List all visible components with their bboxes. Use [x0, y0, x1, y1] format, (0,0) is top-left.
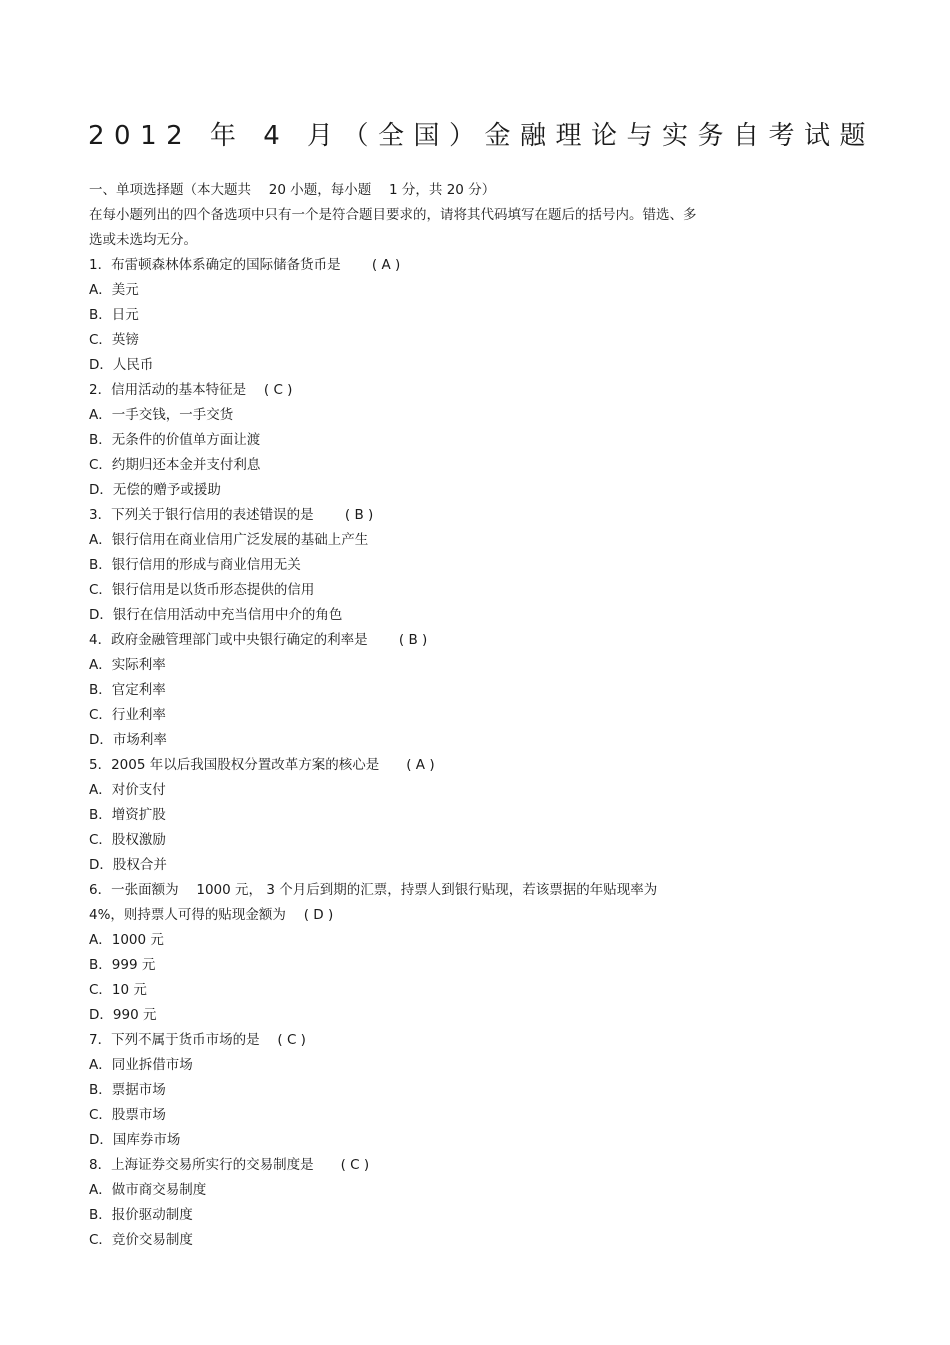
answer-option: B．日元 [89, 307, 139, 323]
question-stem: 4．政府金融管理部门或中央银行确定的利率是 ( B ) [89, 632, 428, 648]
question-stem: 3．下列关于银行信用的表述错误的是 ( B ) [89, 507, 374, 523]
question-stem: 8．上海证券交易所实行的交易制度是 ( C ) [89, 1157, 370, 1173]
question-item [89, 1028, 849, 1153]
question-stem: 4%，则持票人可得的贴现金额为 ( D ) [89, 907, 334, 923]
answer-option: A．实际利率 [89, 657, 166, 673]
answer-option: B．增资扩股 [89, 807, 166, 823]
section-heading: 一、单项选择题（本大题共 20 小题，每小题 1 分，共 20 分） [89, 182, 496, 198]
answer-option: A．1000 元 [89, 932, 164, 948]
answer-option: C．约期归还本金并支付利息 [89, 457, 261, 473]
question-stem: 5．2005 年以后我国股权分置改革方案的核心是 ( A ) [89, 757, 435, 773]
question-item [89, 253, 849, 378]
answer-option: D．国库券市场 [89, 1132, 181, 1148]
answer-option: B．999 元 [89, 957, 156, 973]
question-stem: 1．布雷顿森林体系确定的国际储备货币是 ( A ) [89, 257, 401, 273]
answer-option: C．行业利率 [89, 707, 166, 723]
answer-option: B．票据市场 [89, 1082, 166, 1098]
answer-option: B．官定利率 [89, 682, 166, 698]
question-item [89, 753, 849, 878]
answer-option: A．银行信用在商业信用广泛发展的基础上产生 [89, 532, 369, 548]
section-instructions-line: 选或未选均无分。 [89, 232, 197, 248]
answer-option: A．一手交钱，一手交货 [89, 407, 234, 423]
answer-option: B．报价驱动制度 [89, 1207, 193, 1223]
answer-option: C．竞价交易制度 [89, 1232, 193, 1248]
answer-option: A．同业拆借市场 [89, 1057, 193, 1073]
answer-option: C．银行信用是以货币形态提供的信用 [89, 582, 315, 598]
question-item [89, 503, 849, 628]
answer-option: A．对价支付 [89, 782, 166, 798]
answer-option: A．美元 [89, 282, 139, 298]
answer-option: B．银行信用的形成与商业信用无关 [89, 557, 301, 573]
document-title: 2012 年 4 月（全国）金融理论与实务自考试题 [88, 121, 876, 151]
question-item [89, 878, 849, 1028]
answer-option: D．人民币 [89, 357, 154, 373]
question-item [89, 628, 849, 753]
answer-option: D．银行在信用活动中充当信用中介的角色 [89, 607, 343, 623]
question-item [89, 378, 849, 503]
answer-option: C．股票市场 [89, 1107, 166, 1123]
question-stem: 2．信用活动的基本特征是 ( C ) [89, 382, 293, 398]
question-list [89, 253, 849, 1253]
question-stem: 7．下列不属于货币市场的是 ( C ) [89, 1032, 306, 1048]
answer-option: C．股权激励 [89, 832, 166, 848]
answer-option: D．无偿的赠予或援助 [89, 482, 221, 498]
answer-option: C．10 元 [89, 982, 147, 998]
question-item [89, 1153, 849, 1253]
answer-option: D．市场利率 [89, 732, 167, 748]
answer-option: D．股权合并 [89, 857, 167, 873]
question-section [89, 178, 849, 1253]
section-instructions-line: 在每小题列出的四个备选项中只有一个是符合题目要求的，请将其代码填写在题后的括号内。错选、多 [89, 207, 697, 223]
answer-option: C．英镑 [89, 332, 139, 348]
answer-option: D．990 元 [89, 1007, 157, 1023]
question-stem: 6．一张面额为 1000 元， 3 个月后到期的汇票，持票人到银行贴现，若该票据的年贴现率为 [89, 882, 658, 898]
answer-option: A．做市商交易制度 [89, 1182, 207, 1198]
answer-option: B．无条件的价值单方面让渡 [89, 432, 261, 448]
